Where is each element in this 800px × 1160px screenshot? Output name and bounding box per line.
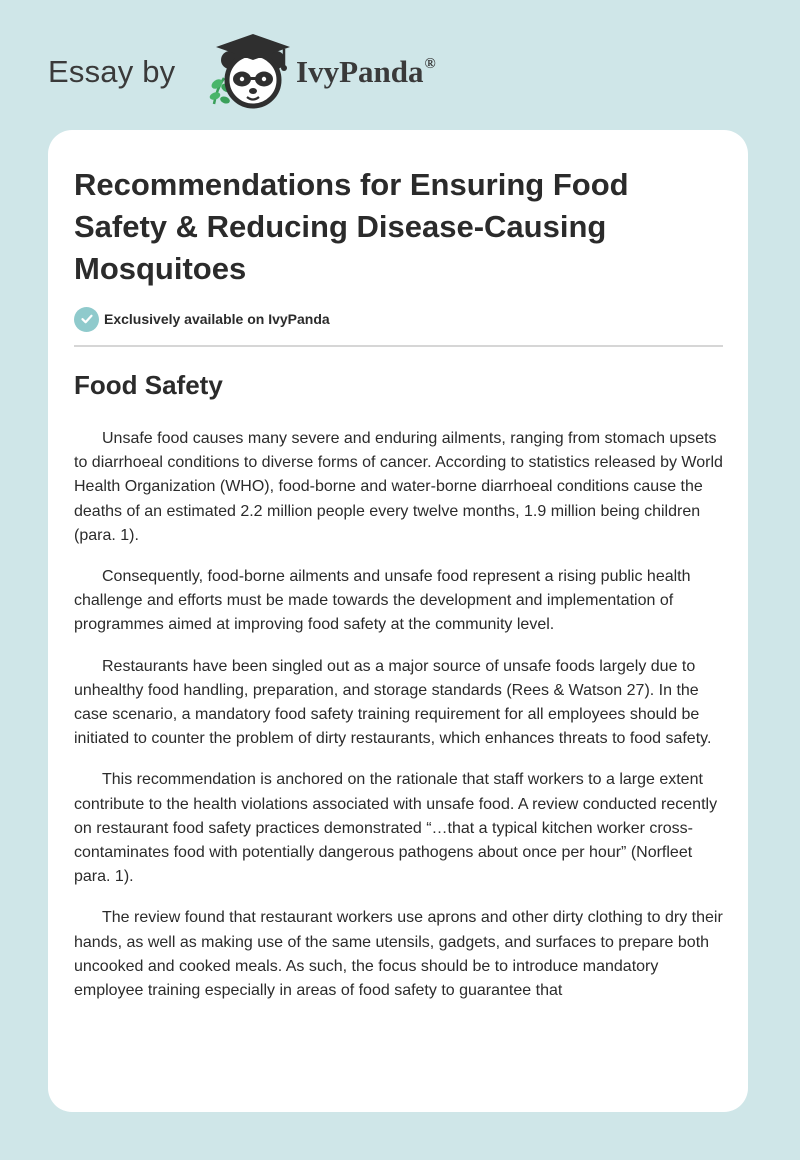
- divider: [74, 345, 723, 347]
- exclusive-label: Exclusively available on IvyPanda: [104, 311, 330, 327]
- essay-title: Recommendations for Ensuring Food Safety & Reducing Disease-Causing Mosquitoes: [74, 167, 629, 286]
- paragraph: Unsafe food causes many severe and enduring ailments, ranging from stomach upsets to diarrhoeal conditions to diverse forms of cancer. According to statistics released by World Health Organization (WHO), food-borne and water-borne diarrhoeal conditions cause the deaths of an estimated 2.2 million people every twelve months, 1.9 million being children (para. 1).: [74, 430, 723, 544]
- brand-header[interactable]: [48, 34, 508, 114]
- essay-body: [74, 427, 729, 1020]
- registered-mark: ®: [424, 56, 436, 72]
- exclusive-badge: [74, 306, 330, 332]
- check-mark-icon: [80, 312, 94, 326]
- brand-name: [296, 54, 436, 90]
- brand-name-text: IvyPanda: [296, 54, 424, 89]
- paragraph: Restaurants have been singled out as a major source of unsafe foods largely due to unhealthy food handling, preparation, and storage standards (Rees & Watson 27). In the case scenario, a mandatory food safety training requirement for all employees should be initiated to counter the problem of dirty restaurants, which enhances threats to food safety.: [74, 657, 712, 748]
- paragraph: The review found that restaurant workers use aprons and other dirty clothing to dry their hands, as well as making use of the same utensils, gadgets, and surfaces to prepare both uncooked and cooked meals. As such, the focus should be to introduce mandatory employee training especially in areas of food safety to guarantee that: [74, 909, 723, 1000]
- brand-prefix: Essay by: [48, 54, 176, 89]
- paragraph: Consequently, food-borne ailments and unsafe food represent a rising public health challenge and efforts must be made towards the development and implementation of programmes aimed at improving food safety at the community level.: [74, 568, 691, 634]
- paragraph: This recommendation is anchored on the rationale that staff workers to a large extent contribute to the health violations associated with unsafe food. A review conducted recently on restaurant food safety practices demonstrated “…that a typical kitchen worker cross-contaminates food with potentially dangerous pathogens about once per hour” (Norfleet para. 1).: [74, 771, 718, 886]
- section-heading: Food Safety: [74, 370, 223, 400]
- panda-graduate-logo-icon: [204, 34, 296, 110]
- check-icon: [74, 307, 99, 332]
- essay-card: [48, 130, 748, 1112]
